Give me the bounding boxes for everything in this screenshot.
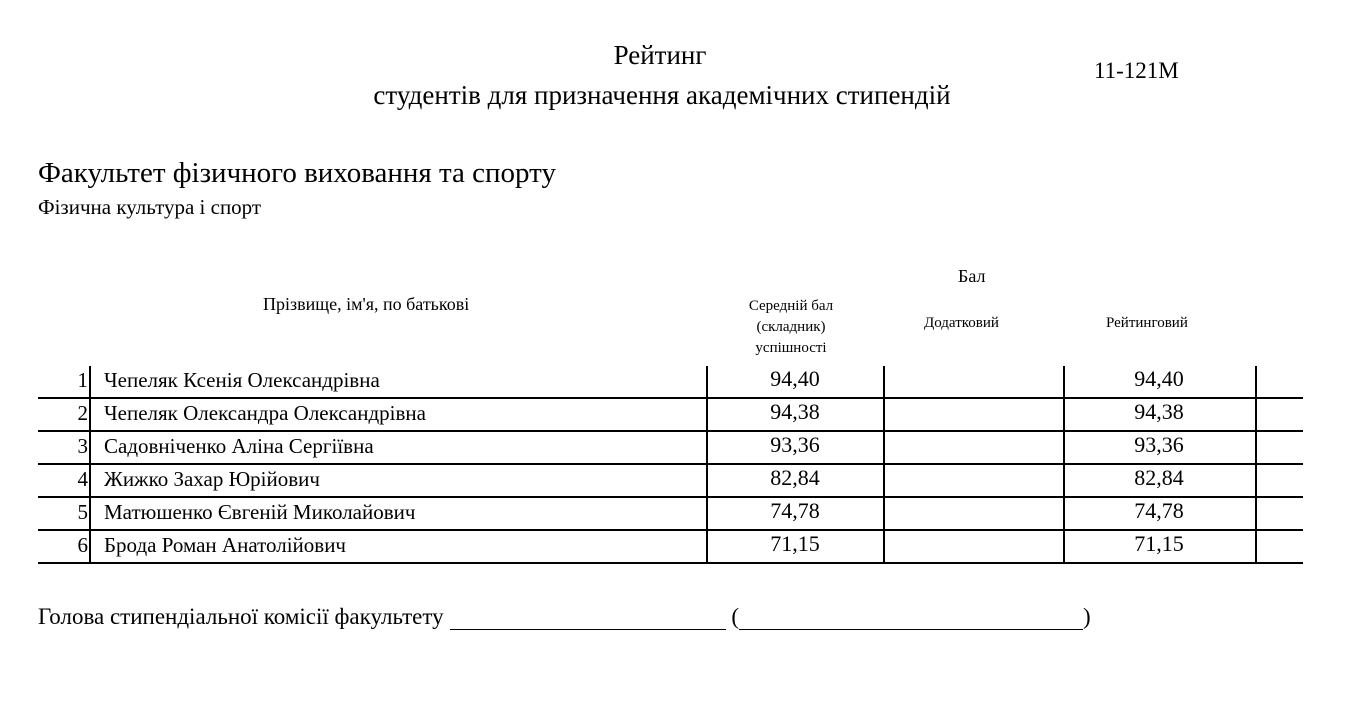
row-number: 1 xyxy=(77,368,88,392)
group-code: 11-121М xyxy=(1094,58,1179,83)
table-row xyxy=(38,531,1303,564)
student-name: Матюшенко Євгеній Миколайович xyxy=(104,500,416,524)
average-score: 94,40 xyxy=(770,366,820,391)
rating-score: 93,36 xyxy=(1134,432,1184,457)
student-name: Чепеляк Олександра Олександрівна xyxy=(104,401,426,425)
rating-score: 74,78 xyxy=(1134,498,1184,523)
rating-score: 82,84 xyxy=(1134,465,1184,490)
row-number: 2 xyxy=(77,401,88,425)
student-name: Чепеляк Ксенія Олександрівна xyxy=(104,368,380,392)
table-row xyxy=(38,366,1303,399)
column-header-average: Середній бал (складник) успішності xyxy=(748,298,834,356)
row-number: 4 xyxy=(77,467,88,491)
column-header-name: Прізвище, ім'я, по батькові xyxy=(263,294,470,314)
document-title: Рейтинг xyxy=(613,40,707,70)
column-header-additional: Додатковий xyxy=(924,315,999,331)
paren-close: ) xyxy=(1083,604,1091,629)
paren-open: ( xyxy=(731,604,739,629)
rating-score: 94,38 xyxy=(1134,399,1184,424)
specialty-name: Фізична культура і спорт xyxy=(38,195,262,219)
signature-line xyxy=(450,607,726,630)
rating-score: 94,40 xyxy=(1134,366,1184,391)
average-score: 71,15 xyxy=(770,531,820,556)
table-row xyxy=(38,432,1303,465)
rating-table xyxy=(38,366,1303,564)
table-row xyxy=(38,465,1303,498)
student-name: Жижко Захар Юрійович xyxy=(104,467,320,491)
row-number: 3 xyxy=(77,434,88,458)
document-subtitle: студентів для призначення академічних стипендій xyxy=(373,80,951,110)
row-number: 5 xyxy=(77,500,88,524)
name-line xyxy=(739,607,1083,630)
table-row xyxy=(38,498,1303,531)
student-name: Брода Роман Анатолійович xyxy=(104,533,346,557)
column-group-ball: Бал xyxy=(958,266,986,286)
student-name: Садовніченко Аліна Сергіївна xyxy=(104,434,374,458)
average-score: 82,84 xyxy=(770,465,820,490)
average-score: 94,38 xyxy=(770,399,820,424)
row-number: 6 xyxy=(77,533,88,557)
signature-label: Голова стипендіальної комісії факультету xyxy=(38,604,444,629)
rating-score: 71,15 xyxy=(1134,531,1184,556)
faculty-name: Факультет фізичного виховання та спорту xyxy=(38,157,556,189)
column-header-rating: Рейтинговий xyxy=(1106,315,1188,331)
average-score: 93,36 xyxy=(770,432,820,457)
average-score: 74,78 xyxy=(770,498,820,523)
table-row xyxy=(38,399,1303,432)
signature-footer xyxy=(38,604,1091,630)
